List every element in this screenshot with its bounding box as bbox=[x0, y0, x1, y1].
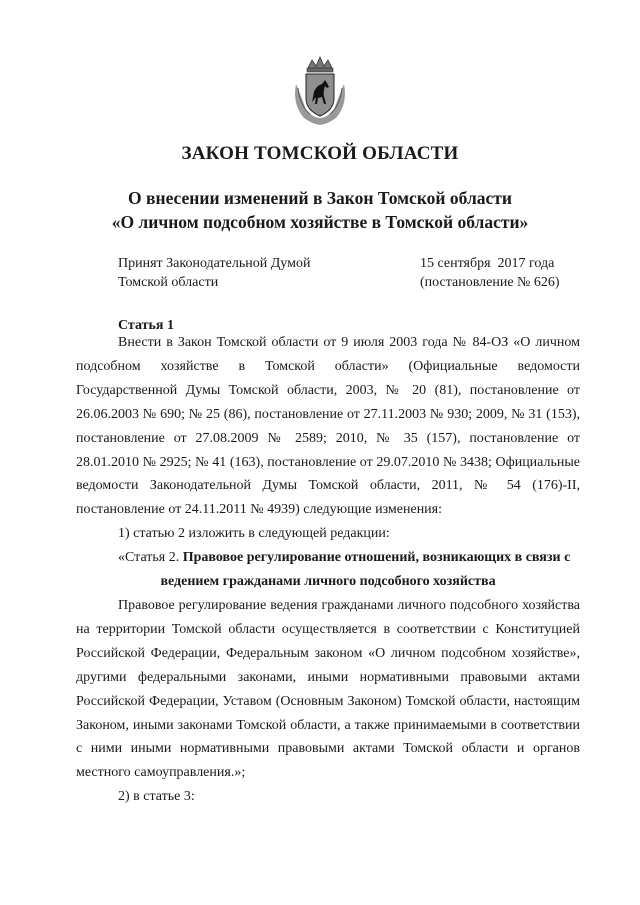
document-title: ЗАКОН ТОМСКОЙ ОБЛАСТИ bbox=[181, 143, 459, 164]
adoption-date-block bbox=[420, 254, 560, 292]
law-subtitle bbox=[0, 186, 640, 234]
quoted-article-text: Правовое регулирование ведения гражданами личного подсобного хозяйства на территории Томской области осуществляется в соответствии с Конституцией Российской Федерации, Федеральным законом «О личном подсобном хозяйстве», другими федеральными законами, иными нормативными правовыми актами Российской Федерации, Уставом (Основным Законом) Томской области, настоящим Законом, иными законами Томской области, а также принимаемыми в соответствии с ними иными нормативными правовыми актами Томской области и органов местного самоуправления.»; bbox=[76, 597, 580, 781]
adoption-date: 15 сентября 2017 года bbox=[420, 256, 555, 271]
quoted-article-heading bbox=[76, 546, 580, 570]
amendment-item-1: 1) статью 2 изложить в следующей редакции: bbox=[118, 526, 390, 542]
amendment-item-2: 2) в статье 3: bbox=[118, 789, 195, 805]
subtitle-line-2: «О личном подсобном хозяйстве в Томской области» bbox=[111, 212, 529, 232]
adopted-by-line-2: Томской области bbox=[118, 275, 219, 290]
subtitle-line-1: О внесении изменений в Закон Томской области bbox=[128, 188, 512, 208]
adopted-by bbox=[118, 254, 310, 292]
quoted-article-title-part-2: ведением гражданами личного подсобного хозяйства bbox=[160, 574, 496, 590]
quoted-article-title-part-1: Правовое регулирование отношений, возникающих в связи с bbox=[182, 550, 571, 566]
article-intro-paragraph: Внести в Закон Томской области от 9 июля 2003 года № 84-ОЗ «О личном подсобном хозяйстве в Томской области» (Официальные ведомости Государственной Думы Томской области, 2003, № 20 (81), постановление от 26.06.2003 № 690; № 25 (86), постановление от 27.11.2003 № 930; 2009, № 31 (153), постановление от 27.08.2009 № 2589; 2010, № 35 (157), постановление от 28.01.2010 № 2925; № 41 (163), постановление от 29.07.2010 № 3438; Официальные ведомости Законодательной Думы Томской области, 2011, № 54 (176)-II, постановление от 24.11.2011 № 4939) следующие изменения: bbox=[76, 335, 580, 518]
resolution-number: (постановление № 626) bbox=[420, 275, 560, 290]
article-heading: Статья 1 bbox=[118, 318, 174, 333]
article-body bbox=[76, 331, 580, 809]
quoted-article-prefix: «Статья 2. bbox=[118, 550, 183, 566]
tomsk-coat-of-arms-icon bbox=[290, 54, 350, 126]
adopted-by-line-1: Принят Законодательной Думой bbox=[118, 256, 311, 271]
